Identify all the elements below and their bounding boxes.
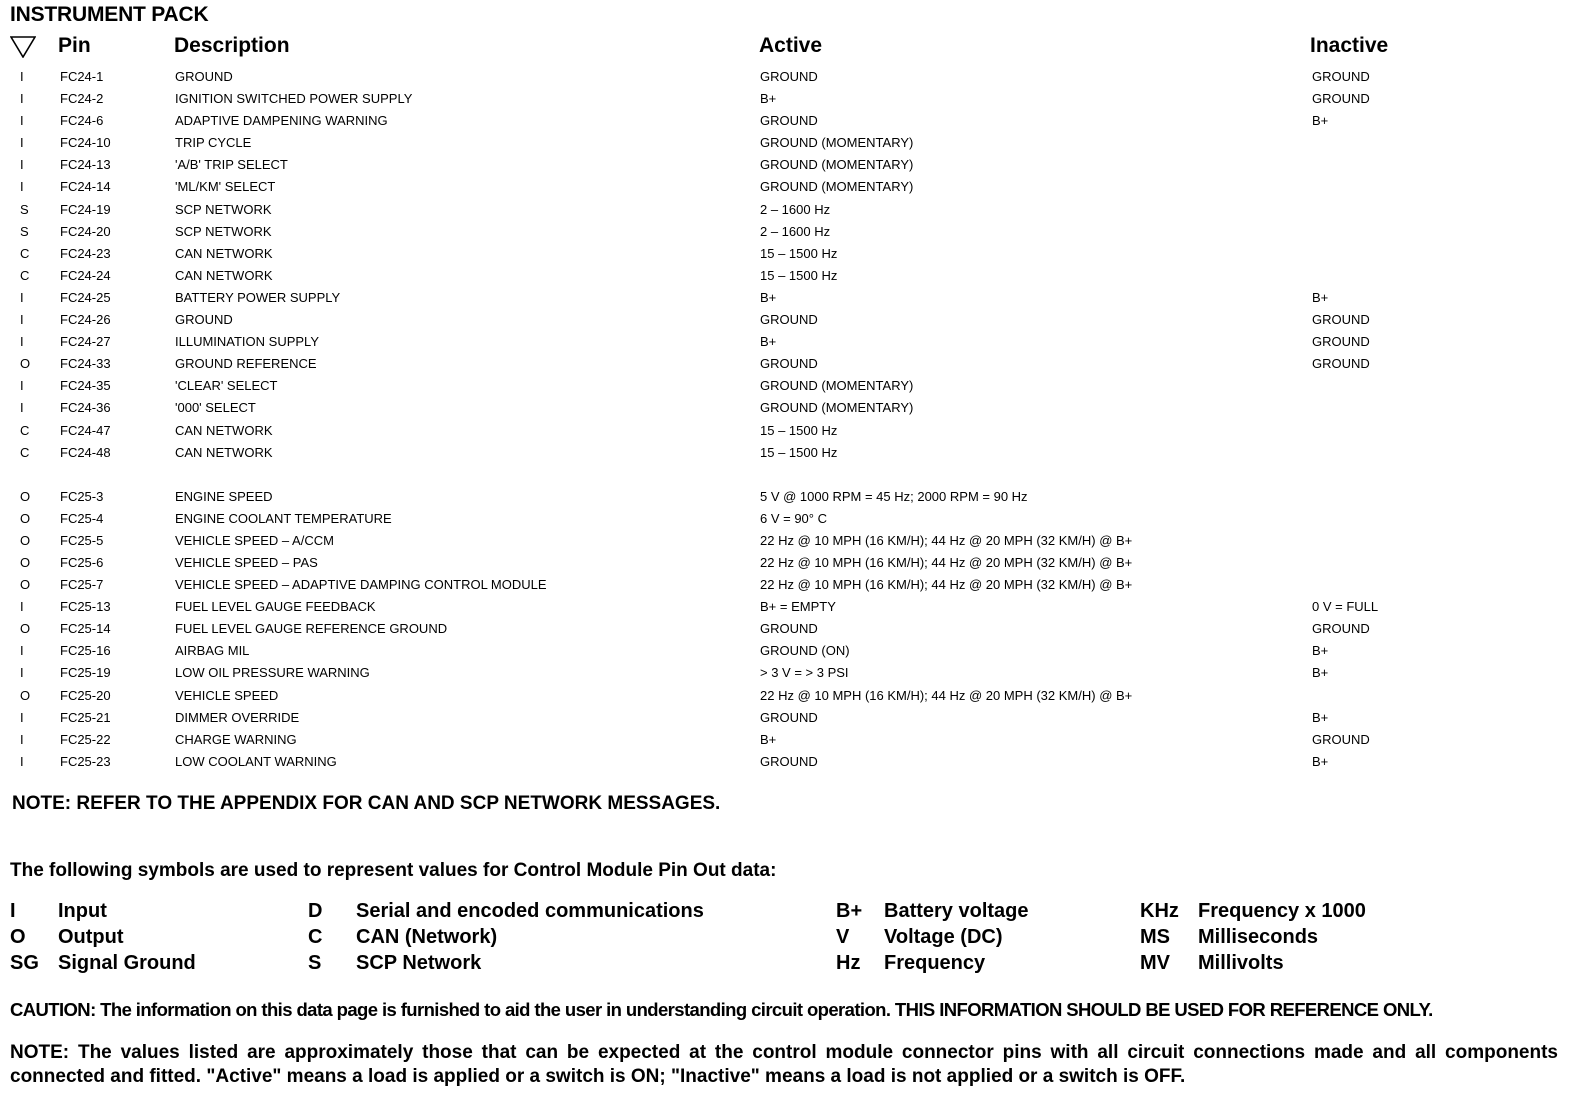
cell-pin: FC25-21 (60, 709, 111, 725)
cell-description: CHARGE WARNING (175, 731, 297, 747)
table-row (0, 618, 1584, 640)
cell-inactive: 0 V = FULL (1312, 599, 1379, 615)
table-row (0, 442, 1584, 464)
cell-active: GROUND (760, 312, 818, 328)
table-row (0, 596, 1584, 618)
cell-type: I (20, 731, 24, 747)
cell-active: 2 – 1600 Hz (760, 223, 831, 239)
page-title: INSTRUMENT PACK (10, 3, 209, 26)
table-row (0, 331, 1584, 353)
cell-description: FUEL LEVEL GAUGE FEEDBACK (175, 599, 376, 615)
cell-type: C (20, 245, 30, 261)
table-row (0, 707, 1584, 729)
legend-meaning: Milliseconds (1198, 926, 1319, 948)
cell-type: S (20, 201, 29, 217)
cell-pin: FC24-48 (60, 444, 111, 460)
cell-active: 6 V = 90° C (760, 510, 827, 526)
cell-pin: FC24-13 (60, 157, 111, 173)
cell-description: CAN NETWORK (175, 267, 273, 283)
cell-active: 15 – 1500 Hz (760, 444, 838, 460)
cell-description: 'ML/KM' SELECT (175, 179, 276, 195)
table-row (0, 685, 1584, 707)
legend-meaning: Input (58, 900, 107, 922)
cell-description: '000' SELECT (175, 400, 256, 416)
cell-pin: FC24-23 (60, 245, 111, 261)
cell-description: LOW OIL PRESSURE WARNING (175, 665, 370, 681)
legend-meaning: SCP Network (356, 952, 482, 974)
cell-type: C (20, 422, 30, 438)
cell-pin: FC25-6 (60, 554, 104, 570)
cell-inactive: GROUND (1312, 621, 1370, 637)
cell-description: TRIP CYCLE (175, 135, 252, 151)
table-row (0, 508, 1584, 530)
cell-pin: FC25-16 (60, 643, 111, 659)
legend-meaning: Output (58, 926, 124, 948)
cell-description: SCP NETWORK (175, 201, 272, 217)
cell-active: B+ (760, 289, 777, 305)
cell-pin: FC24-26 (60, 312, 111, 328)
table-row (0, 662, 1584, 684)
cell-type: I (20, 665, 24, 681)
cell-description: GROUND REFERENCE (175, 356, 317, 372)
cell-pin: FC24-25 (60, 289, 111, 305)
cell-description: SCP NETWORK (175, 223, 272, 239)
cell-type: O (20, 577, 31, 593)
legend-symbol: I (10, 900, 16, 922)
table-row (0, 199, 1584, 221)
header-description: Description (174, 34, 290, 57)
cell-type: O (20, 621, 31, 637)
cell-active: > 3 V = > 3 PSI (760, 665, 849, 681)
cell-pin: FC24-35 (60, 378, 111, 394)
cell-active: B+ (760, 334, 777, 350)
cell-inactive: B+ (1312, 113, 1329, 129)
cell-active: B+ (760, 91, 777, 107)
cell-active: GROUND (MOMENTARY) (760, 135, 914, 151)
cell-pin: FC25-20 (60, 687, 111, 703)
table-row (0, 751, 1584, 773)
legend-meaning: Voltage (DC) (884, 926, 1003, 948)
cell-type: I (20, 378, 24, 394)
values-note: NOTE: The values listed are approximately those that can be expected at the control module connector pins with all circuit connections made and all components connected and fitted. "Active" means a load is applied or a switch is ON; "Inactive" means a load is not applied or a switch is OFF. (10, 1042, 1558, 1087)
legend-symbol: V (836, 926, 850, 948)
cell-type: I (20, 599, 24, 615)
cell-active: GROUND (MOMENTARY) (760, 378, 914, 394)
cell-description: IGNITION SWITCHED POWER SUPPLY (175, 91, 413, 107)
header-pin: Pin (58, 34, 91, 57)
cell-pin: FC24-33 (60, 356, 111, 372)
cell-pin: FC24-14 (60, 179, 111, 195)
cell-type: I (20, 400, 24, 416)
cell-type: I (20, 135, 24, 151)
legend-meaning: Frequency x 1000 (1198, 900, 1366, 922)
cell-inactive: B+ (1312, 665, 1329, 681)
table-row (0, 265, 1584, 287)
cell-type: C (20, 267, 30, 283)
cell-description: CAN NETWORK (175, 422, 273, 438)
cell-active: GROUND (760, 709, 818, 725)
legend-symbol: C (308, 926, 323, 948)
legend-symbol: S (308, 952, 322, 974)
cell-inactive: GROUND (1312, 312, 1370, 328)
cell-pin: FC25-7 (60, 577, 104, 593)
legend-symbol: O (10, 926, 26, 948)
table-row (0, 574, 1584, 596)
cell-pin: FC24-36 (60, 400, 111, 416)
cell-inactive: GROUND (1312, 91, 1370, 107)
cell-active: 15 – 1500 Hz (760, 267, 838, 283)
cell-type: I (20, 289, 24, 305)
cell-pin: FC25-22 (60, 731, 111, 747)
table-row (0, 397, 1584, 419)
header-active: Active (759, 34, 823, 57)
legend-meaning: Serial and encoded communications (356, 900, 704, 922)
legend-meaning: Frequency (884, 952, 986, 974)
cell-active: GROUND (ON) (760, 643, 850, 659)
cell-description: VEHICLE SPEED – PAS (175, 554, 318, 570)
cell-active: GROUND (MOMENTARY) (760, 179, 914, 195)
table-row (0, 486, 1584, 508)
cell-type: I (20, 753, 24, 769)
cell-active: 22 Hz @ 10 MPH (16 KM/H); 44 Hz @ 20 MPH (32 KM/H) @ B+ (760, 577, 1133, 593)
table-row (0, 154, 1584, 176)
cell-pin: FC24-20 (60, 223, 111, 239)
caution-text: CAUTION: The information on this data page is furnished to aid the user in understanding circuit operation. THIS INFORMATION SHOULD BE USED FOR REFERENCE ONLY. (10, 999, 1433, 1020)
cell-description: AIRBAG MIL (175, 643, 250, 659)
cell-description: CAN NETWORK (175, 444, 273, 460)
cell-pin: FC25-14 (60, 621, 111, 637)
cell-inactive: GROUND (1312, 69, 1370, 84)
header-inactive: Inactive (1310, 34, 1389, 57)
cell-type: I (20, 157, 24, 173)
cell-description: GROUND (175, 69, 233, 84)
legend-symbol: MV (1140, 952, 1170, 974)
legend-symbol: KHz (1140, 900, 1179, 922)
cell-description: VEHICLE SPEED – ADAPTIVE DAMPING CONTROL MODULE (175, 577, 547, 593)
cell-pin: FC25-19 (60, 665, 111, 681)
cell-pin: FC25-23 (60, 753, 111, 769)
cell-pin: FC24-47 (60, 422, 111, 438)
table-row (0, 309, 1584, 331)
cell-pin: FC24-10 (60, 135, 111, 151)
legend-symbol: D (308, 900, 323, 922)
symbols-intro: The following symbols are used to represent values for Control Module Pin Out data: (10, 860, 777, 881)
cell-inactive: B+ (1312, 709, 1329, 725)
cell-type: O (20, 687, 31, 703)
cell-type: I (20, 334, 24, 350)
cell-pin: FC24-19 (60, 201, 111, 217)
table-row (0, 110, 1584, 132)
cell-type: O (20, 554, 31, 570)
cell-type: I (20, 69, 24, 84)
cell-active: GROUND (760, 113, 818, 129)
cell-description: VEHICLE SPEED – A/CCM (175, 532, 334, 548)
table-row (0, 420, 1584, 442)
legend-symbol: B+ (836, 900, 863, 922)
cell-description: BATTERY POWER SUPPLY (175, 289, 341, 305)
legend-meaning: CAN (Network) (356, 926, 498, 948)
cell-active: GROUND (MOMENTARY) (760, 157, 914, 173)
cell-description: VEHICLE SPEED (175, 687, 279, 703)
table-row (0, 132, 1584, 154)
network-note: NOTE: REFER TO THE APPENDIX FOR CAN AND SCP NETWORK MESSAGES. (12, 793, 721, 814)
cell-type: I (20, 643, 24, 659)
cell-description: ENGINE SPEED (175, 488, 273, 504)
table-row (0, 176, 1584, 198)
cell-inactive: GROUND (1312, 356, 1370, 372)
cell-active: 5 V @ 1000 RPM = 45 Hz; 2000 RPM = 90 Hz (760, 488, 1028, 504)
table-row (0, 552, 1584, 574)
cell-active: GROUND (760, 753, 818, 769)
legend-symbol: SG (10, 952, 39, 974)
cell-type: I (20, 709, 24, 725)
cell-description: CAN NETWORK (175, 245, 273, 261)
cell-active: 22 Hz @ 10 MPH (16 KM/H); 44 Hz @ 20 MPH (32 KM/H) @ B+ (760, 687, 1133, 703)
cell-type: O (20, 510, 31, 526)
cell-description: FUEL LEVEL GAUGE REFERENCE GROUND (175, 621, 448, 637)
cell-description: DIMMER OVERRIDE (175, 709, 300, 725)
table-row (0, 287, 1584, 309)
cell-type: O (20, 532, 31, 548)
table-row (0, 640, 1584, 662)
cell-type: C (20, 444, 30, 460)
cell-type: I (20, 113, 24, 129)
cell-description: LOW COOLANT WARNING (175, 753, 337, 769)
cell-active: 2 – 1600 Hz (760, 201, 831, 217)
table-row (0, 221, 1584, 243)
legend-meaning: Millivolts (1198, 952, 1284, 974)
cell-inactive: B+ (1312, 289, 1329, 305)
table-row (0, 88, 1584, 110)
table-header (0, 34, 1584, 62)
table-row (0, 729, 1584, 751)
cell-type: I (20, 179, 24, 195)
cell-pin: FC24-6 (60, 113, 104, 129)
cell-type: S (20, 223, 29, 239)
triangle-down-icon (10, 36, 36, 58)
cell-active: B+ = EMPTY (760, 599, 836, 615)
cell-active: 15 – 1500 Hz (760, 422, 838, 438)
legend-symbol: Hz (836, 952, 861, 974)
cell-pin: FC25-13 (60, 599, 111, 615)
cell-inactive: GROUND (1312, 334, 1370, 350)
cell-active: B+ (760, 731, 777, 747)
table-row (0, 375, 1584, 397)
cell-pin: FC25-3 (60, 488, 104, 504)
cell-inactive: B+ (1312, 643, 1329, 659)
table-row (0, 530, 1584, 552)
table-row (0, 243, 1584, 265)
cell-inactive: GROUND (1312, 731, 1370, 747)
cell-active: GROUND (MOMENTARY) (760, 400, 914, 416)
cell-active: GROUND (760, 356, 818, 372)
cell-type: O (20, 488, 31, 504)
cell-description: 'A/B' TRIP SELECT (175, 157, 288, 173)
cell-description: ENGINE COOLANT TEMPERATURE (175, 510, 392, 526)
cell-type: I (20, 91, 24, 107)
legend-meaning: Battery voltage (884, 900, 1029, 922)
cell-description: GROUND (175, 312, 233, 328)
legend-meaning: Signal Ground (58, 952, 196, 974)
legend-symbol: MS (1140, 926, 1170, 948)
cell-pin: FC24-24 (60, 267, 111, 283)
cell-description: 'CLEAR' SELECT (175, 378, 278, 394)
cell-active: 22 Hz @ 10 MPH (16 KM/H); 44 Hz @ 20 MPH (32 KM/H) @ B+ (760, 532, 1133, 548)
cell-active: GROUND (760, 69, 818, 84)
cell-active: GROUND (760, 621, 818, 637)
pin-table (0, 66, 1584, 773)
cell-pin: FC24-27 (60, 334, 111, 350)
cell-active: 22 Hz @ 10 MPH (16 KM/H); 44 Hz @ 20 MPH (32 KM/H) @ B+ (760, 554, 1133, 570)
cell-type: I (20, 312, 24, 328)
cell-description: ADAPTIVE DAMPENING WARNING (175, 113, 388, 129)
table-row (0, 66, 1584, 88)
cell-pin: FC25-5 (60, 532, 104, 548)
cell-active: 15 – 1500 Hz (760, 245, 838, 261)
cell-pin: FC25-4 (60, 510, 104, 526)
table-row (0, 353, 1584, 375)
cell-description: ILLUMINATION SUPPLY (175, 334, 319, 350)
cell-inactive: B+ (1312, 753, 1329, 769)
cell-pin: FC24-1 (60, 69, 104, 84)
cell-pin: FC24-2 (60, 91, 104, 107)
cell-type: O (20, 356, 31, 372)
